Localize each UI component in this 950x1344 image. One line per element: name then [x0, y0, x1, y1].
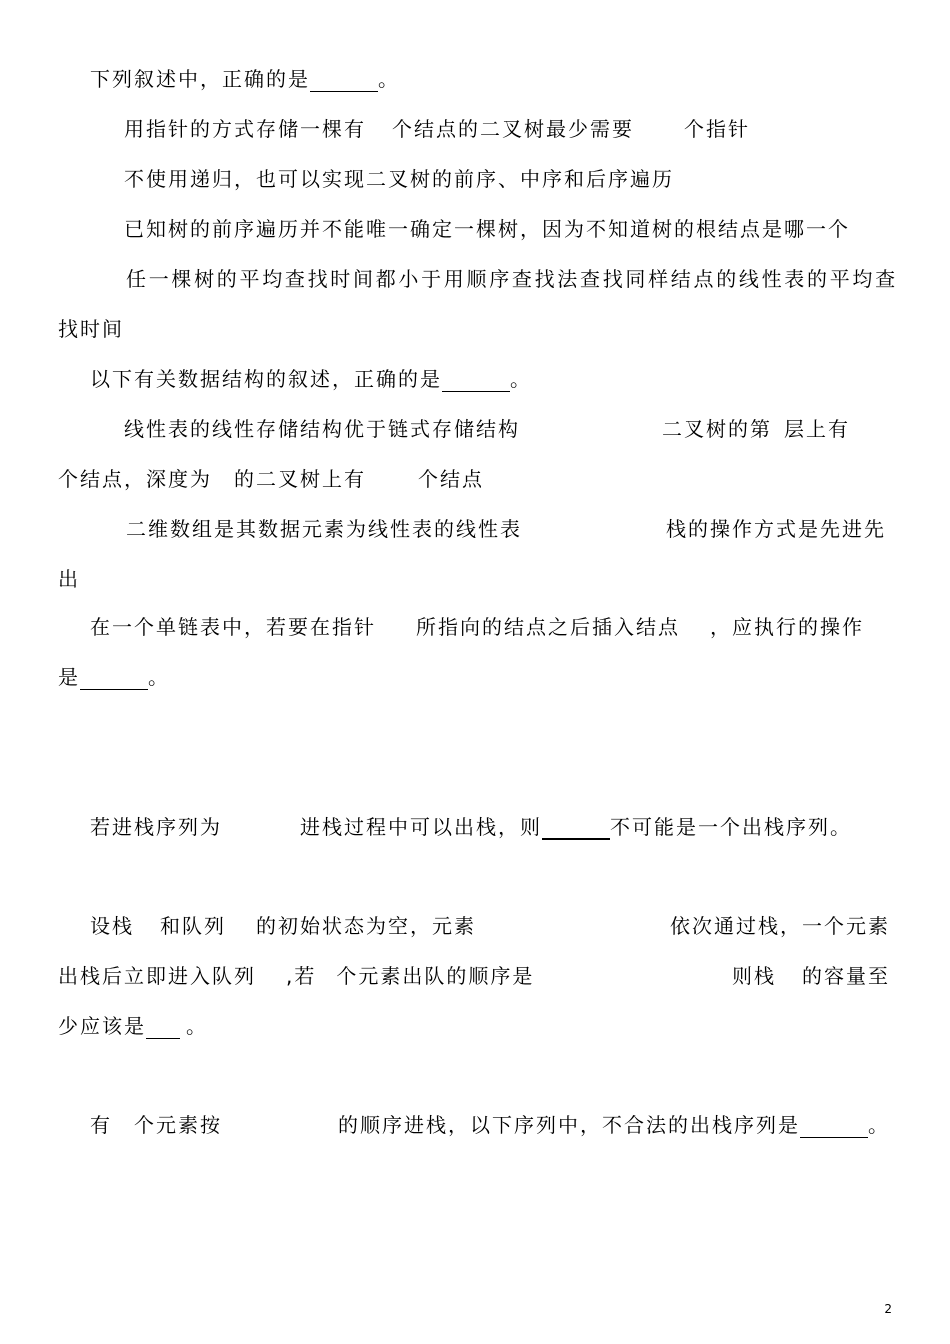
question-4: 若进栈序列为 进栈过程中可以出栈，则 不可能是一个出栈序列。: [90, 815, 852, 839]
question-3-line-1: 在一个单链表中，若要在指针 所指向的结点之后插入结点 ，应执行的操作: [90, 615, 864, 639]
question-5-line-2: 出栈后立即进入队列 ,若 个元素出队的顺序是: [58, 964, 535, 988]
question-5-line-1: 设栈 和队列 的初始状态为空，元素: [90, 914, 476, 938]
question-1-option-d: 任一棵树的平均查找时间都小于用顺序查找法查找同样结点的线性表的平均查: [126, 267, 898, 291]
question-5-line-2-tail: 则栈 的容量至: [732, 964, 890, 988]
question-2-option-c: 二维数组是其数据元素为线性表的线性表: [126, 517, 522, 541]
question-2-option-b: 二叉树的第 层上有: [662, 417, 850, 441]
question-1-stem: 下列叙述中，正确的是 。: [90, 67, 400, 91]
question-1-stem-text: 下列叙述中，正确的是: [90, 67, 310, 91]
question-2-option-a: 线性表的线性存储结构优于链式存储结构: [124, 417, 520, 441]
question-2-option-d: 栈的操作方式是先进先: [666, 517, 886, 541]
answer-blank: [442, 369, 510, 392]
question-1-option-c: 已知树的前序遍历并不能唯一确定一棵树，因为不知道树的根结点是哪一个: [124, 217, 850, 241]
answer-blank: [80, 667, 148, 690]
page-number: 2: [884, 1302, 892, 1316]
question-6: 有 个元素按 的顺序进栈，以下序列中，不合法的出栈序列是 。: [90, 1113, 890, 1137]
question-1-option-d-cont: 找时间: [58, 317, 124, 341]
answer-blank: [542, 816, 610, 840]
answer-blank: [310, 69, 378, 92]
question-5-line-1-tail: 依次通过栈，一个元素: [670, 914, 890, 938]
question-5-line-3: 少应该是 。: [58, 1014, 208, 1038]
question-3-line-2: 是 。: [58, 665, 170, 689]
question-2-stem: 以下有关数据结构的叙述，正确的是 。: [90, 367, 532, 391]
question-1-option-a: 用指针的方式存储一棵有 个结点的二叉树最少需要 个指针: [124, 117, 750, 141]
question-2-option-b-cont: 个结点，深度为 的二叉树上有 个结点: [58, 467, 484, 491]
answer-blank: [800, 1115, 868, 1138]
answer-blank: [146, 1016, 180, 1039]
question-2-option-d-cont: 出: [58, 567, 80, 591]
question-1-option-b: 不使用递归，也可以实现二叉树的前序、中序和后序遍历: [124, 167, 674, 191]
